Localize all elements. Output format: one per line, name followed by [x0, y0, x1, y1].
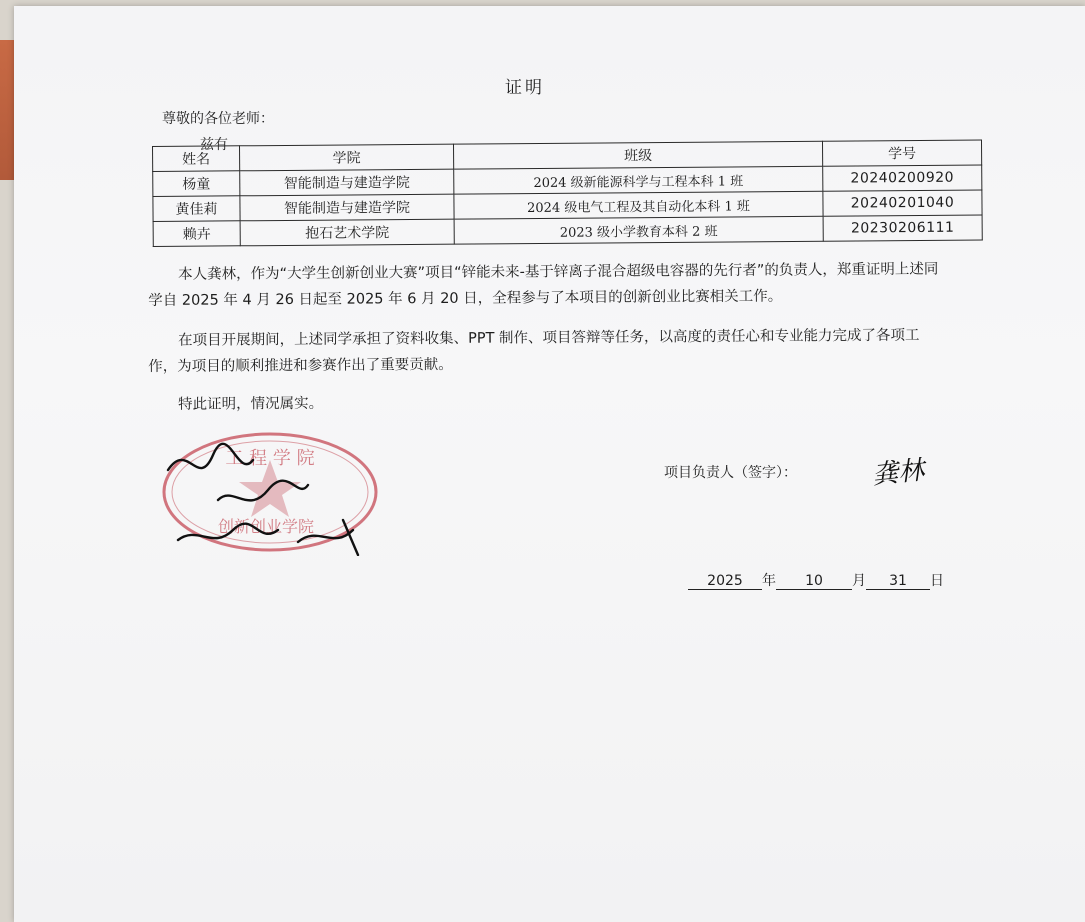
salutation: 尊敬的各位老师：	[162, 111, 274, 127]
header-class: 班级	[453, 141, 822, 169]
date-month-unit: 月	[852, 573, 866, 589]
seal-top-text: 工 程 学 院	[225, 448, 315, 469]
cell-class: 2023 级小学教育本科 2 班	[454, 216, 823, 244]
date-day: 31	[866, 573, 930, 590]
cell-college: 智能制造与建造学院	[240, 194, 454, 221]
cell-class: 2024 级新能源科学与工程本科 1 班	[454, 166, 823, 194]
cell-student-id: 20230206111	[823, 215, 982, 241]
paragraph-text: 在项目开展期间，上述同学承担了资料收集、PPT 制作、项目答辩等任务，以高度的责任心和专业能力完成了各项工作，为项目的顺利推进和参赛作出了重要贡献。	[148, 327, 920, 375]
signer-label: 项目负责人（签字）：	[664, 465, 797, 481]
paragraph-text: 本人龚林，作为“大学生创新创业大赛”项目“锌能未来-基于锌离子混合超级电容器的先行者”的负责人，郑重证明上述同学自 2025 年 4 月 26 日起至 2025 年 6 月 20 日，全程参与了本项目的创新创业比赛相关工作。	[148, 261, 939, 309]
background-edge	[0, 40, 14, 180]
cell-student-id: 20240200920	[823, 165, 982, 191]
header-student-id: 学号	[822, 140, 981, 166]
cell-college: 抱石艺术学院	[240, 219, 454, 246]
paragraph-text: 特此证明，情况属实。	[178, 395, 324, 413]
cell-college: 智能制造与建造学院	[240, 169, 454, 196]
cell-class: 2024 级电气工程及其自动化本科 1 班	[454, 191, 823, 219]
cell-name: 黄佳莉	[153, 196, 240, 222]
date-day-unit: 日	[930, 573, 944, 589]
signature: 龚林	[870, 455, 926, 491]
member-table	[152, 139, 983, 247]
hereby-text: 兹有	[200, 137, 228, 153]
date-month: 10	[776, 573, 852, 590]
seal-bottom-text: 创新创业学院	[217, 517, 315, 536]
document-title: 证明	[505, 78, 545, 98]
signing-date	[688, 570, 944, 590]
header-college: 学院	[240, 144, 454, 171]
cell-name: 赖卉	[153, 221, 240, 247]
paragraph-contribution	[148, 322, 948, 380]
header-name: 姓名	[153, 146, 240, 172]
paragraph-closing	[148, 386, 948, 418]
cell-name: 杨童	[153, 171, 240, 197]
cell-student-id: 20240201040	[823, 190, 982, 216]
date-year-unit: 年	[762, 573, 776, 589]
paragraph-declaration	[148, 256, 948, 314]
date-year: 2025	[688, 573, 762, 590]
